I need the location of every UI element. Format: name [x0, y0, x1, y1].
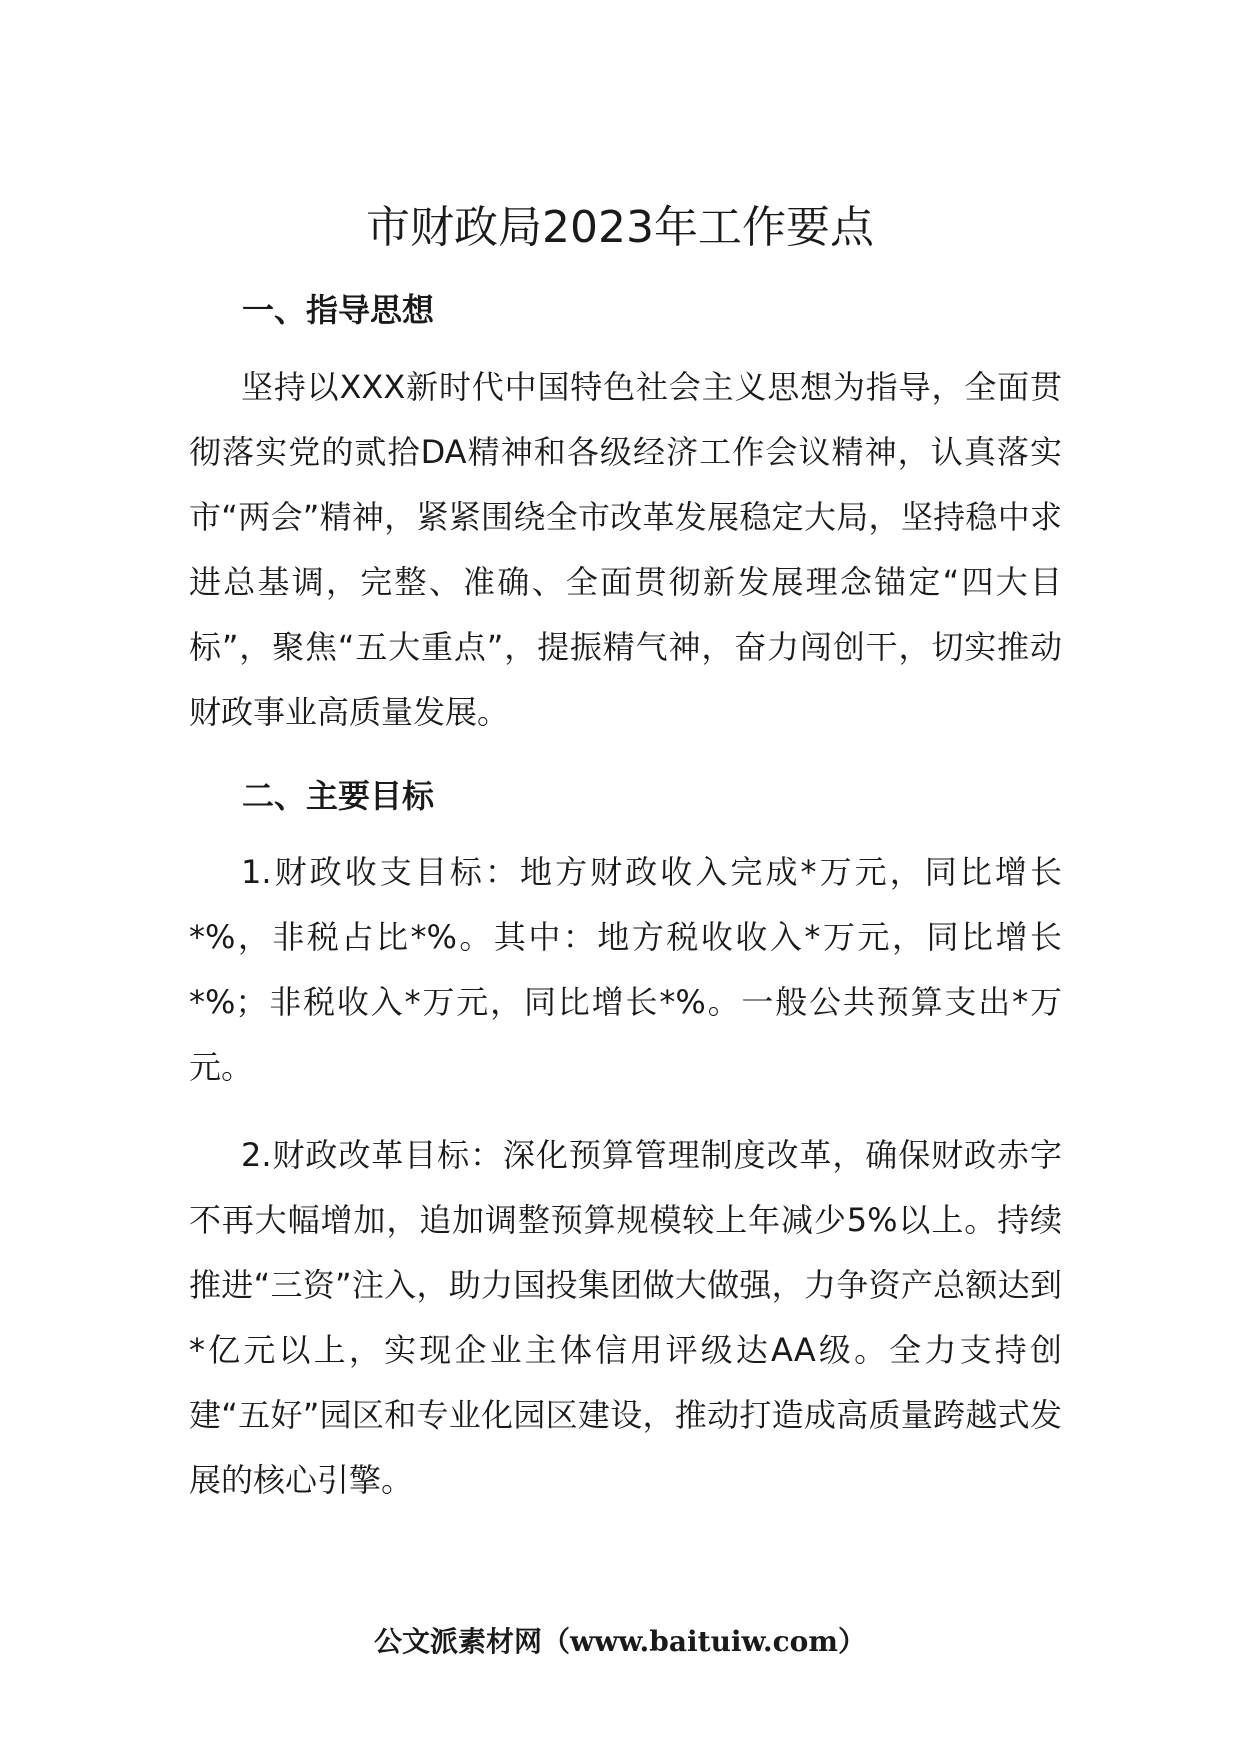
paragraph-guiding-ideology: 坚持以XXX新时代中国特色社会主义思想为指导，全面贯彻落实党的贰拾DA精神和各级经济工作会议精神，认真落实市“两会”精神，紧紧围绕全市改革发展稳定大局，坚持稳中求进总基调，完整、准确、全面贯彻新发展理念锚定“四大目标”，聚焦“五大重点”，提振精气神，奋力闯创干，切实推动财政事业高质量发展。: [189, 368, 1062, 731]
source-footer: 公文派素材网（www.baituiw.com）: [374, 1625, 866, 1658]
paragraph-fiscal-revenue-goals: 1.财政收支目标：地方财政收入完成*万元，同比增长*%，非税占比*%。其中：地方税收收入*万元，同比增长*%；非税收入*万元，同比增长*%。一般公共预算支出*万元。: [189, 853, 1062, 1086]
document-title: 市财政局2023年工作要点: [366, 202, 874, 253]
paragraph-fiscal-reform-goals: 2.财政改革目标：深化预算管理制度改革，确保财政赤字不再大幅增加，追加调整预算规模较上年减少5%以上。持续推进“三资”注入，助力国投集团做大做强，力争资产总额达到*亿元以上，实现企业主体信用评级达AA级。全力支持创建“五好”园区和专业化园区建设，推动打造成高质量跨越式发展的核心引擎。: [189, 1136, 1062, 1499]
section-heading-main-goals: 二、主要目标: [242, 777, 435, 815]
section-heading-guiding-ideology: 一、指导思想: [242, 291, 435, 329]
